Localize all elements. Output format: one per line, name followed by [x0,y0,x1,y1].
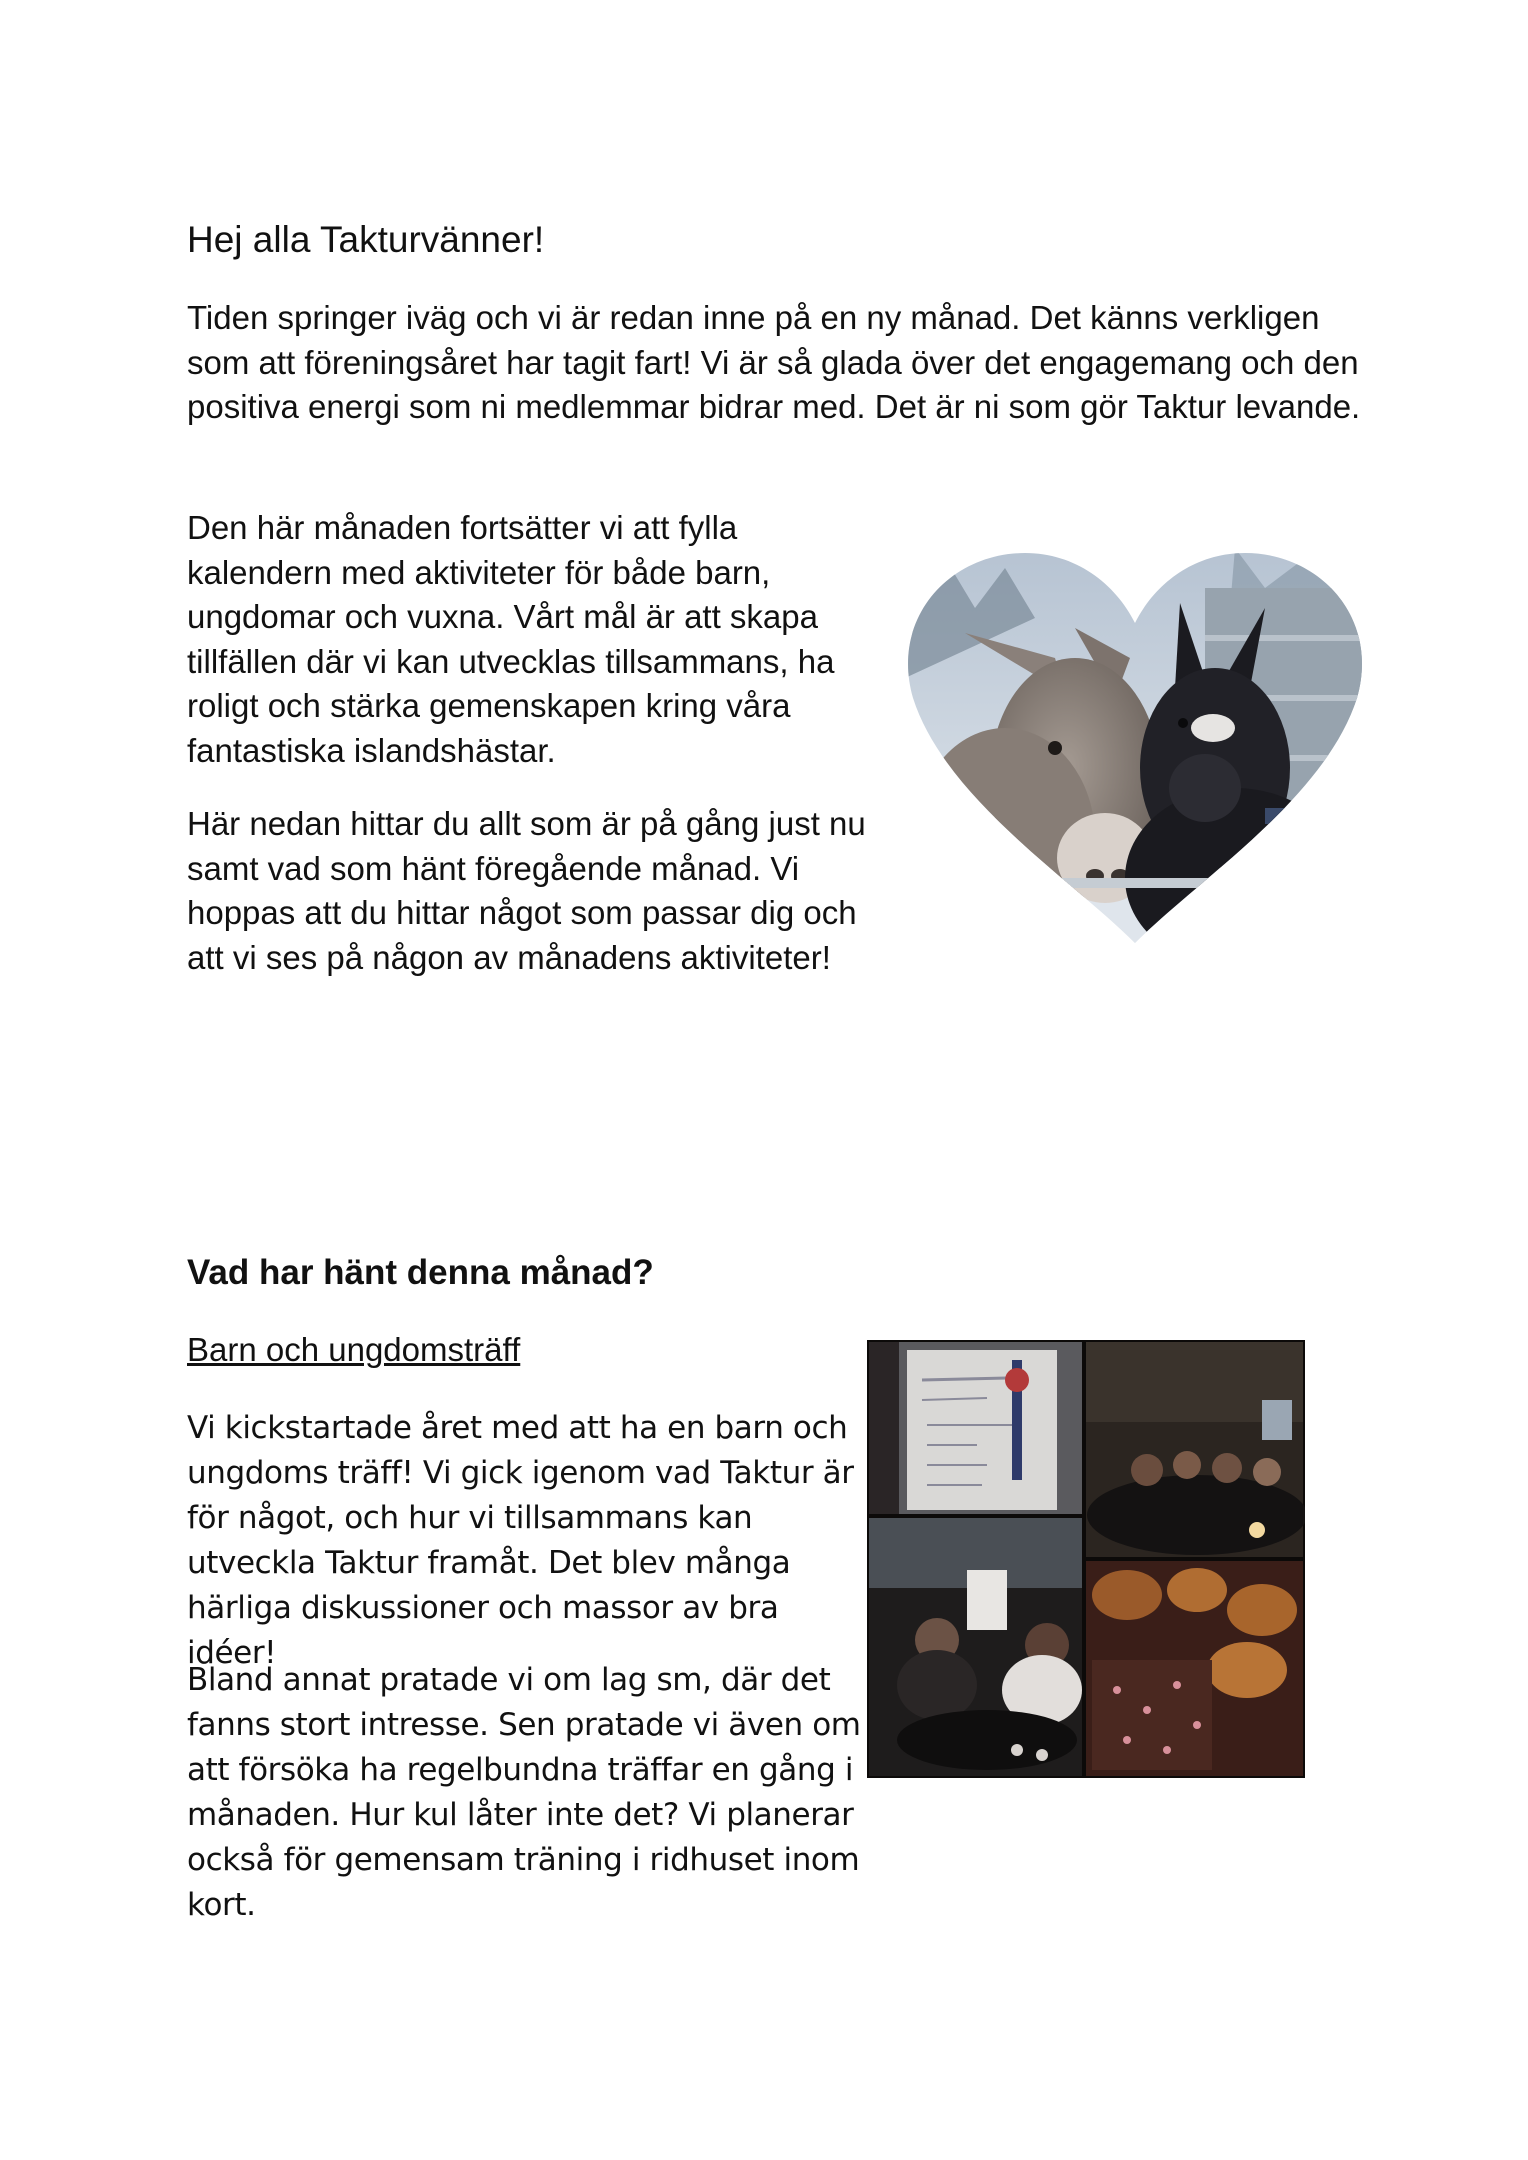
news-paragraph-1: Vi kickstartade året med att ha en barn och ungdoms träff! Vi gick igenom vad Taktur är för något, och hur vi tillsammans kan utveckla Taktur framåt. Det blev många härliga diskussioner och massor av bra idéer! [187,1410,854,1671]
news-heading: Vad har hänt denna månad? [187,1253,654,1292]
intro-paragraph-1: Tiden springer iväg och vi är redan inne på en ny månad. Det känns verkligen som att föreningsåret har tagit fart! Vi är så glada över det engagemang och den positiva energi som ni medlemmar bidrar med. Det är ni som gör Taktur levande. [187,299,1361,425]
collage-pastries-photo [1086,1561,1303,1776]
meeting-photo-collage [867,1340,1305,1778]
intro-paragraph-2: Den här månaden fortsätter vi att fylla kalendern med aktiviteter för både barn, ungdomar och vuxna. Vårt mål är att skapa tillfällen där vi kan utvecklas tillsammans, ha roligt och stärka gemenskapen kring våra fantastiska islandshästar. [187,509,835,769]
news-paragraph-2: Bland annat pratade vi om lag sm, där det fanns stort intresse. Sen pratade vi även om att försöka ha regelbundna träffar en gång i månaden. Hur kul låter inte det? Vi planerar också för gemensam träning i ridhuset inom kort. [187,1662,861,1923]
collage-whiteboard-photo [869,1342,1082,1514]
intro-paragraph-3: Här nedan hittar du allt som är på gång just nu samt vad som hänt föregående månad. Vi hoppas att du hittar något som passar dig och att vi ses på någon av månadens aktiviteter! [187,805,866,976]
heart-donkey-photo [905,548,1365,948]
collage-people-photo [869,1518,1082,1776]
collage-dining-photo [1086,1342,1305,1557]
news-subheading: Barn och ungdomsträff [187,1331,521,1368]
greeting-heading: Hej alla Takturvänner! [187,219,545,260]
